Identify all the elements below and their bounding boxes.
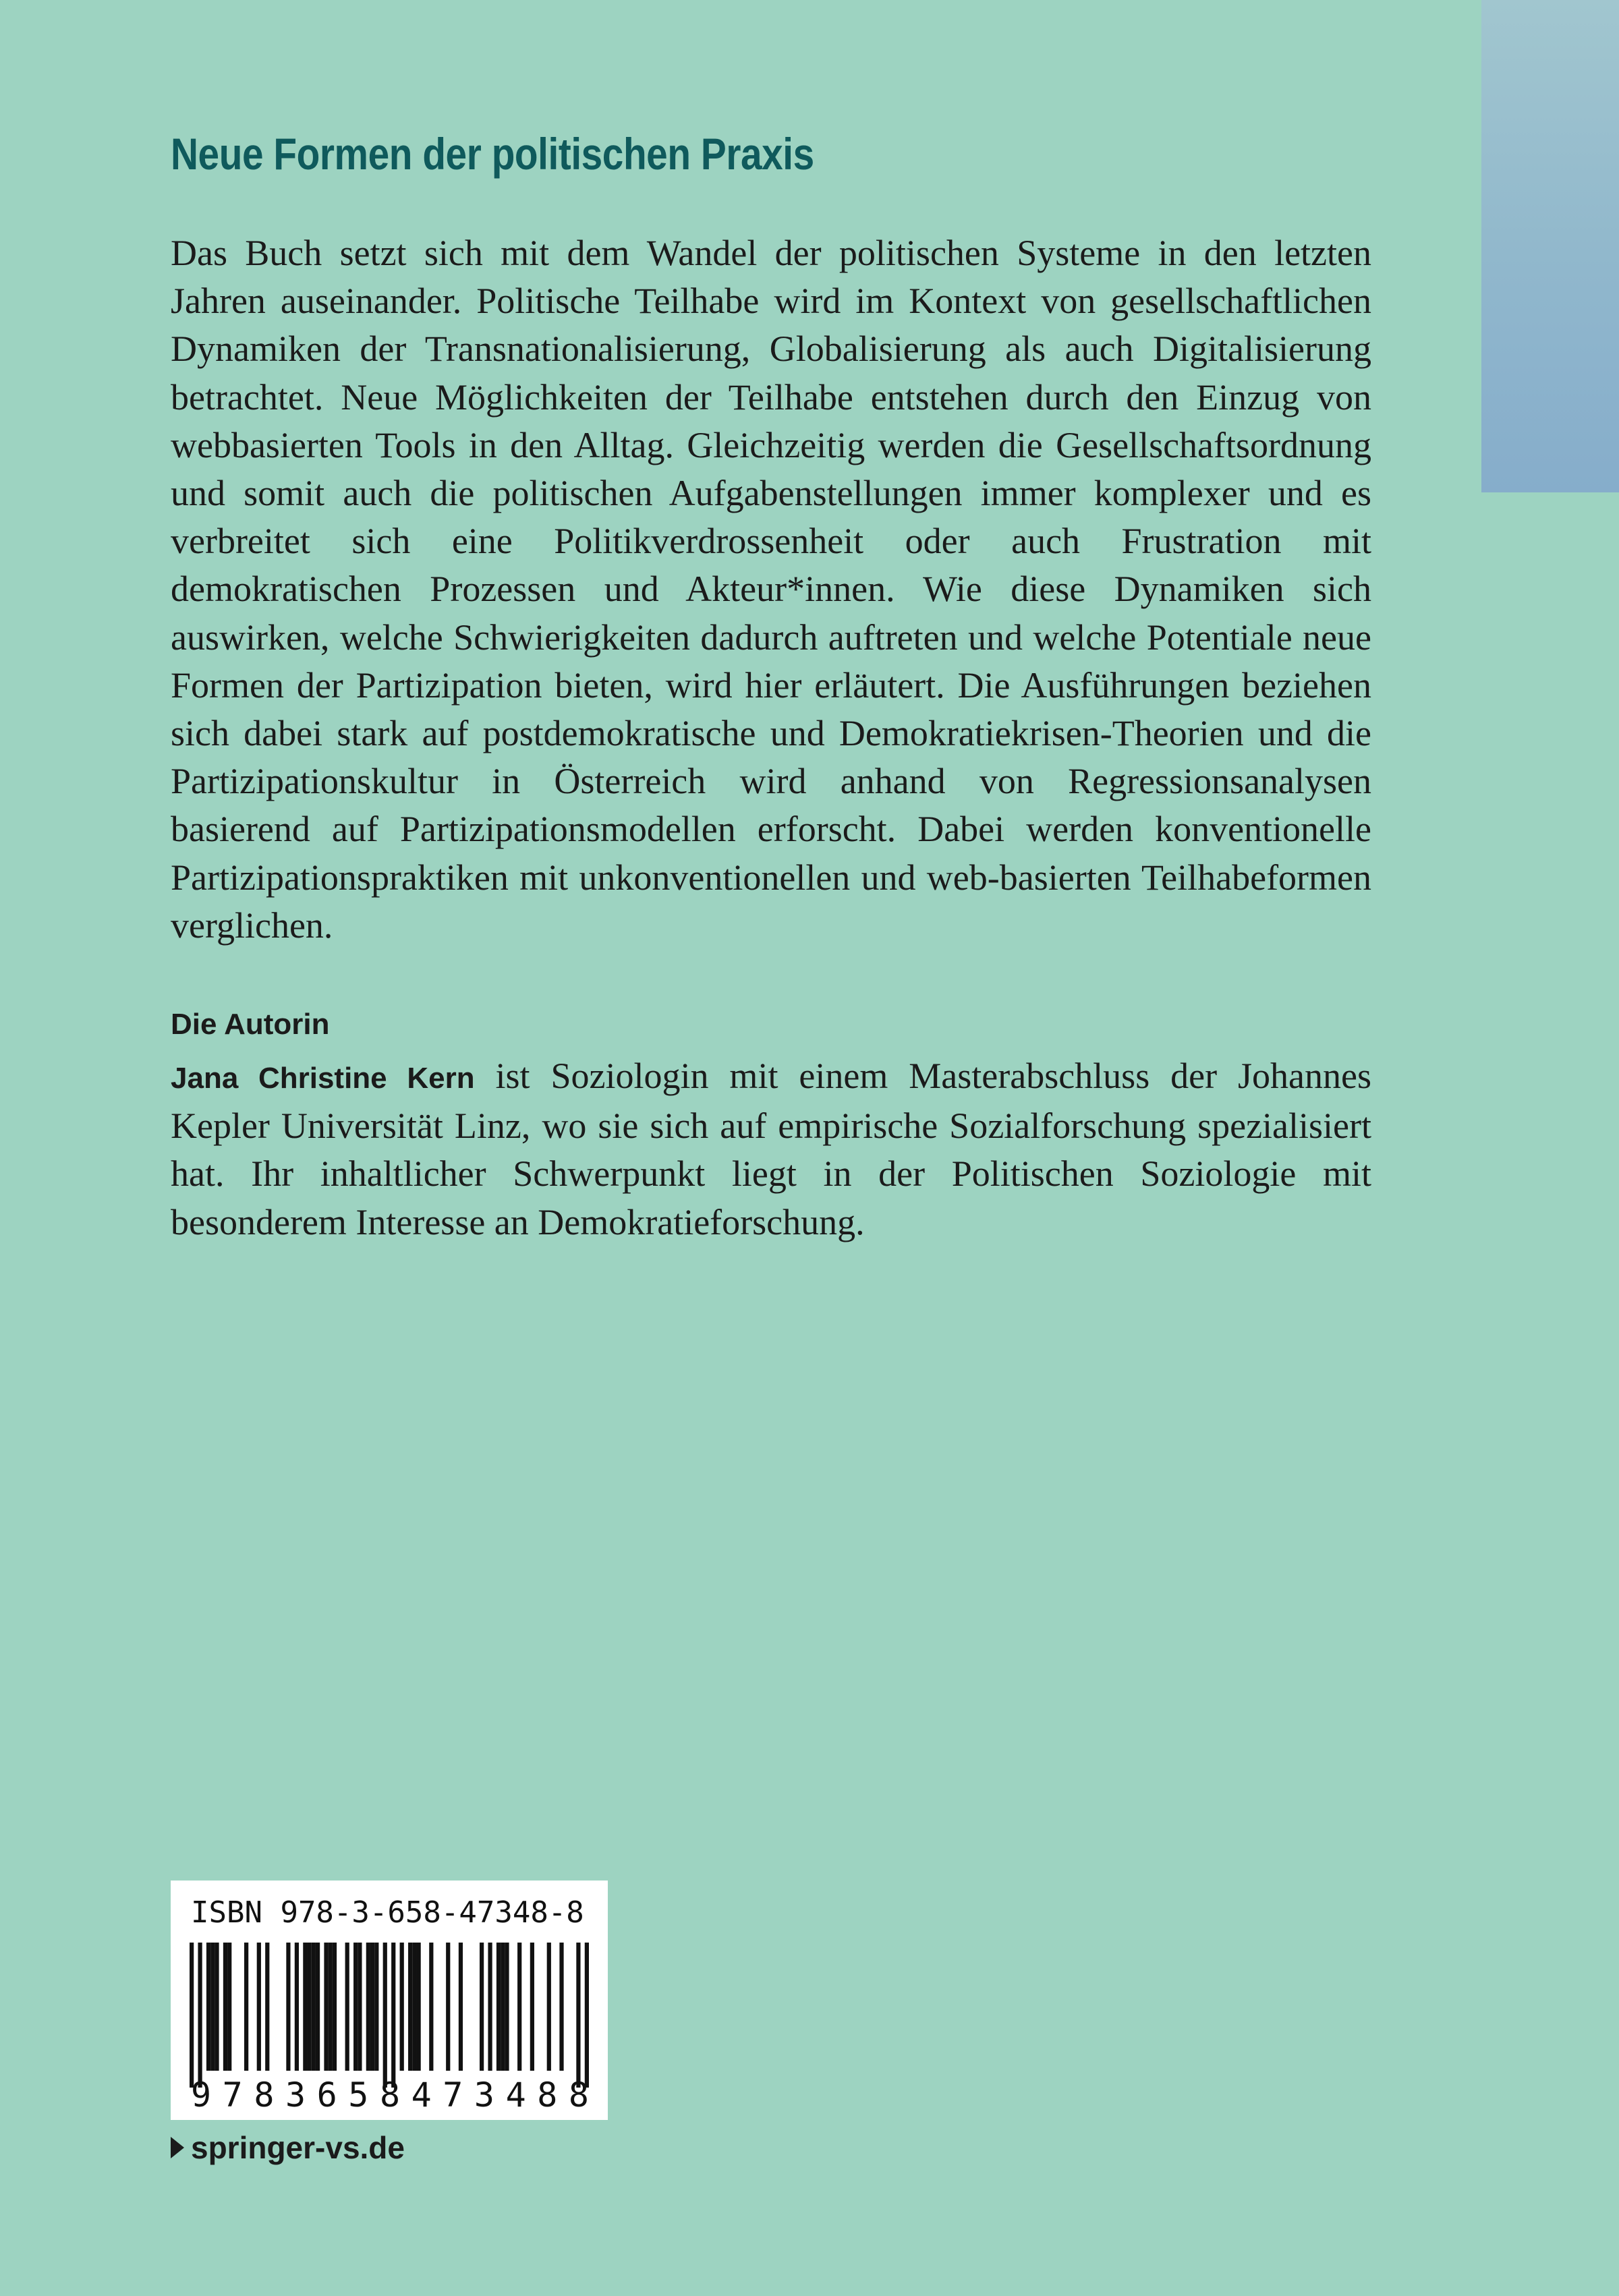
- ean-digit: 8: [379, 2075, 401, 2115]
- barcode-bar: [329, 1943, 333, 2071]
- barcode-bar: [286, 1943, 290, 2071]
- barcode-bar: [206, 1943, 210, 2071]
- barcode-bar: [496, 1943, 501, 2071]
- barcode-bar: [585, 1943, 589, 2088]
- ean-digits: [191, 2076, 589, 2114]
- ean-digit: 5: [348, 2075, 369, 2115]
- barcode: [190, 1943, 589, 2088]
- barcode-bar: [345, 1943, 349, 2071]
- barcode-bar: [198, 1943, 202, 2088]
- barcode-bar: [223, 1943, 227, 2071]
- barcode-bar: [210, 1943, 215, 2071]
- barcode-bar: [333, 1943, 337, 2071]
- barcode-bar: [505, 1943, 509, 2071]
- barcode-bar: [257, 1943, 261, 2071]
- ean-digit: 3: [474, 2075, 495, 2115]
- ean-digit: 8: [254, 2075, 275, 2115]
- barcode-bar: [227, 1943, 231, 2071]
- barcode-bar: [480, 1943, 484, 2071]
- barcode-bar: [374, 1943, 378, 2071]
- ean-digit: 6: [316, 2075, 337, 2115]
- arrow-right-icon: [171, 2137, 184, 2158]
- barcode-bar: [417, 1943, 421, 2071]
- ean-digit: 7: [222, 2075, 243, 2115]
- corner-color-tab: [1481, 0, 1619, 492]
- barcode-bar: [501, 1943, 505, 2071]
- barcode-bar: [307, 1943, 311, 2071]
- ean-digit: 9: [191, 2075, 212, 2115]
- barcode-bar: [408, 1943, 412, 2071]
- barcode-bar: [429, 1943, 433, 2071]
- publisher-link[interactable]: [171, 2127, 405, 2168]
- book-title: Neue Formen der politischen Praxis: [171, 129, 814, 179]
- barcode-bar: [190, 1943, 194, 2088]
- book-blurb: Das Buch setzt sich mit dem Wandel der politischen Systeme in den letzten Jahren auseinander. Politische Teilhabe wird im Kontext von gesellschaftlichen Dynamiken der Transnationalisierung, Globalisierung als auch Digitalisierung betrachtet. Neue Möglichkeiten der Teilhabe entstehen durch den Einzug von webbasierten Tools in den Alltag. Gleichzeitig werden die Gesellschaftsordnung und somit auch die politischen Aufgabenstellungen immer komplexer und es verbreitet sich eine Politikverdrossenheit oder auch Frustration mit demokratischen Prozessen und Akteur*innen. Wie diese Dynamiken sich auswirken, welche Schwierigkeiten dadurch auftreten und welche Potentiale neue Formen der Partizipation bieten, wird hier erläutert. Die Ausführungen beziehen sich dabei stark auf postdemokratische und Demokratiekrisen-Theorien und die Partizipationskultur in Österreich wird anhand von Regressionsanalysen basierend auf Partizipationsmodellen erforscht. Dabei werden konventionelle Partizipationspraktiken mit unkonventionellen und web-basierten Teilhabeformen verglichen.: [171, 233, 1371, 946]
- barcode-bar: [559, 1943, 563, 2071]
- barcode-bar: [316, 1943, 320, 2071]
- barcode-bar: [366, 1943, 370, 2071]
- barcode-bar: [459, 1943, 463, 2071]
- ean-digit: 3: [285, 2075, 306, 2115]
- barcode-bar: [576, 1943, 580, 2088]
- barcode-bar: [295, 1943, 299, 2071]
- barcode-bar: [400, 1943, 404, 2071]
- isbn-barcode-box: [171, 1881, 608, 2120]
- barcode-bar: [412, 1943, 416, 2071]
- barcode-bar: [547, 1943, 551, 2071]
- ean-digit: 4: [505, 2075, 526, 2115]
- author-bio-text: ist Soziologin mit einem Masterabschluss der Johannes Kepler Universität Linz, wo sie sich auf empirische Sozialforschung spezialisiert hat. Ihr inhaltlicher Schwerpunkt liegt in der Politischen Soziologie mit besonderem Interesse an Demokratieforschung.: [171, 1056, 1372, 1242]
- publisher-url: springer-vs.de: [191, 2130, 405, 2165]
- barcode-bar: [530, 1943, 534, 2071]
- barcode-bar: [517, 1943, 521, 2071]
- author-name: Jana Christine Kern: [171, 1062, 475, 1095]
- author-heading: Die Autorin: [171, 1008, 330, 1041]
- barcode-bar: [358, 1943, 362, 2071]
- barcode-bar: [370, 1943, 374, 2071]
- barcode-bar: [383, 1943, 387, 2088]
- barcode-bar: [446, 1943, 450, 2071]
- barcode-bar: [488, 1943, 492, 2071]
- isbn-number: ISBN 978-3-658-47348-8: [191, 1895, 584, 1930]
- ean-digit: 4: [411, 2075, 432, 2115]
- ean-digit: 8: [568, 2075, 589, 2115]
- barcode-bar: [215, 1943, 219, 2071]
- barcode-bar: [244, 1943, 248, 2071]
- barcode-bar: [303, 1943, 307, 2071]
- ean-digit: 8: [537, 2075, 558, 2115]
- barcode-bar: [391, 1943, 395, 2088]
- barcode-bar: [312, 1943, 316, 2071]
- ean-digit: 7: [443, 2075, 463, 2115]
- barcode-bar: [353, 1943, 358, 2071]
- author-bio: [171, 1052, 1371, 1246]
- barcode-bar: [324, 1943, 328, 2071]
- barcode-bar: [265, 1943, 269, 2071]
